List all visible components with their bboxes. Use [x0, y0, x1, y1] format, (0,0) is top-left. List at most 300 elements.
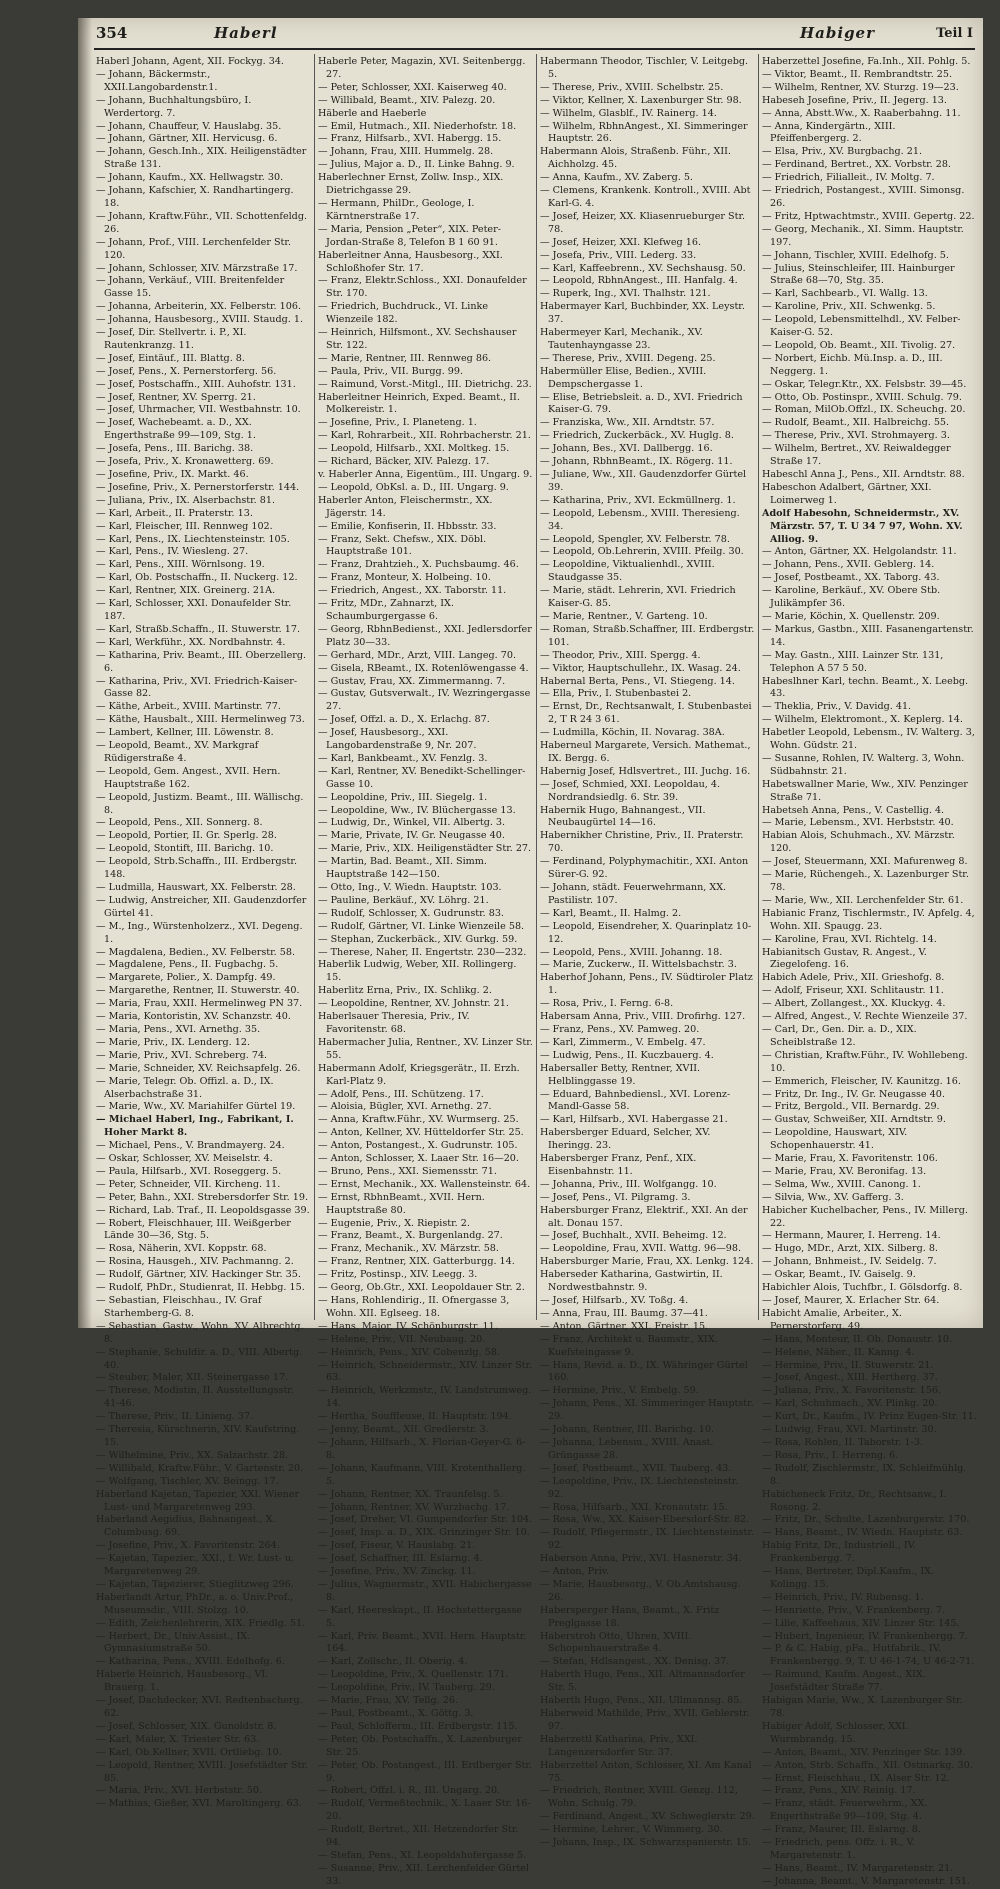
directory-entry: Haberhof Johann, Pens., IV. Südtiroler Platz 1.	[540, 972, 753, 997]
directory-entry: Habermann Alois, Straßenb. Führ., XII. Aichholzg. 45.	[540, 146, 731, 171]
directory-entry: — Therese, Priv., XVI. Strohmayerg. 3.	[762, 430, 950, 442]
directory-entry: — Johanna, Lebensm., XVIII. Anast. Grüngasse 28.	[540, 1436, 714, 1461]
directory-entry: — Viktor, Kellner, X. Laxenburger Str. 98.	[540, 94, 742, 106]
directory-entry: — Marie, Ww., XII. Lerchenfelder Str. 61.	[762, 894, 964, 906]
directory-entry: — Heinrich, Pens., XIV. Cobenzlg. 58.	[318, 1346, 500, 1358]
directory-entry: — Leopold, Lebensm., XVIII. Theresieng. 34.	[540, 507, 740, 532]
directory-entry: — Johann, Verkäuf., VIII. Breitenfelder Gasse 15.	[96, 275, 285, 300]
header-divider	[94, 48, 975, 50]
directory-entry: — Magdalena, Bedien., XV. Felberstr. 58.	[96, 946, 296, 958]
directory-entry: — Karl, Zollschr., II. Oberig. 4.	[318, 1656, 468, 1668]
directory-entry: — Elsa, Priv., XV. Burgbachg. 21.	[762, 146, 923, 158]
directory-entry: — Johann, Bnhmeist., IV. Seidelg. 7.	[762, 1256, 937, 1268]
directory-entry: — Rudolf, Schlosser, X. Gudrunstr. 83.	[318, 907, 504, 919]
directory-entry: — Gustav, Gutsverwalt., IV. Wezringergasse 27.	[318, 688, 531, 713]
directory-page	[78, 18, 983, 1887]
directory-entry: — Johann, Rentner, XV. Wurzbachg. 17.	[318, 1501, 510, 1513]
directory-entry: — Margarethe, Rentner, II. Stuwerstr. 40.	[96, 985, 300, 997]
directory-entry: — Fritz, MDr., Zahnarzt, IX. Schaumburgergasse 6.	[318, 598, 454, 622]
directory-entry: — Selma, Ww., XVIII. Canong. 1.	[762, 1178, 921, 1190]
directory-entry: — Kurt, Dr., Kaufm., IV. Prinz Eugen-Str. 11.	[762, 1411, 977, 1423]
directory-entry: — Peter, Schlosser, XXI. Kaiserweg 40.	[318, 81, 507, 93]
directory-entry: — Ferdinand, Angest., XV. Schweglerstr. 29.	[540, 1811, 755, 1823]
directory-entry: — Josef, Buchhalt., XVII. Beheimg. 12.	[540, 1230, 727, 1242]
directory-entry: — Ernst, Mechanik., XX. Wallensteinstr. 64.	[318, 1178, 531, 1190]
directory-entry: — Marie, Private, IV. Gr. Neugasse 40.	[318, 830, 505, 842]
directory-entry: — Johann, Chauffeur, V. Hauslabg. 35.	[96, 120, 282, 132]
directory-entry: — Johann, Rentner, III. Barichg. 10.	[540, 1424, 714, 1436]
directory-entry: — Leopold, Lebensmittelhdl., XV. Felber-Kaiser-G. 52.	[762, 314, 961, 339]
directory-entry: — Karl, Fleischer, III. Rennweg 102.	[96, 520, 273, 532]
directory-entry: — Maria, Pension „Peter“, XIX. Peter-Jordan-Straße 8, Telefon B 1 60 91.	[318, 223, 501, 248]
directory-entry: — Herbert, Dr., Univ.Assist., IX. Gymnasiumstraße 50.	[96, 1630, 251, 1655]
directory-entry: — Marie, Priv., IX. Lenderg. 12.	[96, 1036, 251, 1048]
directory-entry: — Michael Haberl, Ing., Fabrikant, I. Hoher Markt 8.	[96, 1114, 294, 1139]
directory-entry: — Franz, Architekt u. Baumstr., XIX. Kuefsteingasse 9.	[540, 1333, 718, 1358]
directory-entry: — Josef, Steuermann, XXI. Mafurenweg 8.	[762, 856, 968, 868]
directory-entry: — Marie, städt. Lehrerin, XVI. Friedrich Kaiser-G. 85.	[540, 585, 736, 610]
directory-entry: — Therese, Priv., XVIII. Schelbstr. 25.	[540, 81, 724, 93]
directory-entry: — Sebastian, Fleischhau., IV. Graf Starhemberg-G. 8.	[96, 1295, 262, 1319]
directory-entry: — Heinrich, Priv., IV. Rubensg. 1.	[762, 1591, 924, 1603]
directory-entry: — Oskar, Schlosser, XV. Meiselstr. 4.	[96, 1153, 273, 1165]
directory-entry: — Anton, Strb. Schaffn., XII. Ostmarkg. 30.	[762, 1759, 973, 1771]
directory-entry: — Therese, Priv., XVIII. Degeng. 25.	[540, 352, 716, 364]
directory-entry: — Mathias, Gießer, XVI. Maroltingerg. 63.	[96, 1798, 302, 1810]
directory-entry: — Gisela, RBeamt., IX. Rotenlöwengasse 4.	[318, 662, 529, 674]
directory-entry: Haberth Hugo, Pens., XII. Altmannsdorfer Str. 5.	[540, 1669, 745, 1694]
directory-entry: — Friedrich, Filialleit., IV. Moltg. 7.	[762, 172, 935, 184]
directory-entry: — Rudolf, Gärtner, XIV. Hackinger Str. 35.	[96, 1269, 301, 1281]
directory-entry: Haberle Peter, Magazin, XVI. Seitenbergg. 27.	[318, 56, 526, 80]
directory-entry: — Karl, Priv. Beamt., XVII. Hern. Hauptstr. 164.	[318, 1630, 527, 1655]
directory-entry: — P. & C. Habig, pFa., Hutfabrik., IV. Frankenbergg. 9, T. U 46-1-74, U 46-2-71.	[762, 1643, 975, 1668]
directory-entry: — Ludwig, Pens., II. Kuczbauerg. 4.	[540, 1049, 714, 1061]
directory-entry: — Hans, Major, IV. Schönburgstr. 11.	[318, 1320, 498, 1332]
directory-entry: — Josef, Schaffner, III. Eslarng. 4.	[318, 1553, 483, 1565]
directory-entry: — Theodor, Priv., XIII. Spergg. 4.	[540, 649, 701, 661]
directory-entry: Habig Fritz, Dr., Industriell., IV. Frankenbergg. 7.	[762, 1540, 916, 1565]
directory-entry: — Fritz, Dr., Schulte, Lazenburgerstr. 170.	[762, 1514, 970, 1526]
directory-entry: — Anton, Schlosser, X. Laaer Str. 16—20.	[318, 1153, 519, 1165]
directory-entry: — Rosa, Näherin, XVI. Koppstr. 68.	[96, 1243, 267, 1255]
directory-entry: — Johann, Kaufmann, VIII. Krotenthallerg. 5.	[318, 1462, 526, 1487]
directory-entry: Habernikher Christine, Priv., II. Praterstr. 70.	[540, 830, 744, 855]
directory-entry: — Franz, Drahtzieh., X. Puchsbaumg. 46.	[318, 559, 519, 571]
header-part-label: Teil I	[936, 26, 973, 41]
directory-entry: — Leopoldine, Rentner, XV. Johnstr. 21.	[318, 998, 509, 1010]
directory-entry: — Lambert, Kellner, III. Löwenstr. 8.	[96, 727, 274, 739]
directory-entry: — Franz, Maurer, III. Eslarng. 8.	[762, 1824, 921, 1836]
directory-entry: Haberleitner Anna, Hausbesorg., XXI. Schloßhofer Str. 17.	[318, 249, 503, 274]
directory-entry: — Karl, Arbeit., II. Praterstr. 13.	[96, 507, 253, 519]
directory-entry: — Johann, Rentner, XX. Traunfelsg. 5.	[318, 1488, 503, 1500]
directory-entry: — Maria, Priv., XVI. Herbststr. 50.	[96, 1785, 263, 1797]
directory-entry: — Emmerich, Fleischer, IV. Kaunitzg. 16.	[762, 1075, 961, 1087]
directory-entry: — Johann, Insp., IX. Schwarzspanierstr. 15.	[540, 1837, 752, 1849]
directory-entry: Haberstroh Otto, Uhren, XVIII. Schopenhauerstraße 4.	[540, 1630, 692, 1655]
directory-entry: — Josef, Uhrmacher, VII. Westbahnstr. 10.	[96, 404, 301, 416]
directory-entry: — Hans, Revid. a. D., IX. Währinger Gürtel 160.	[540, 1359, 748, 1384]
directory-entry: — Johann, Gesch.Inh., XIX. Heiligenstädter Straße 131.	[96, 146, 307, 171]
directory-entry: — Stefan, Pens., XI. Leopoldshofergasse 5.	[318, 1849, 527, 1861]
directory-entry: — Eugenie, Priv., X. Riepistr. 2.	[318, 1217, 470, 1229]
directory-entry: — Josef, Dir. Stellvertr. i. P., XI. Rautenkranzg. 11.	[96, 327, 247, 351]
directory-entry: Habicheneck Fritz, Dr., Rechtsanw., I. Rosong. 2.	[762, 1488, 947, 1513]
directory-entry: — Willibald, Beamt., XIV. Palezg. 20.	[318, 94, 496, 106]
directory-entry: — Karl, Zimmerm., V. Embelg. 47.	[540, 1036, 706, 1048]
directory-entry: — Albert, Zollangest., XX. Kluckyg. 4.	[762, 998, 946, 1010]
directory-entry: — Carl, Dr., Gen. Dir. a. D., XIX. Scheiblstraße 12.	[762, 1023, 917, 1048]
directory-entry: — Leopold, Portier, II. Gr. Sperlg. 28.	[96, 830, 277, 842]
directory-entry: Habiger Adolf, Schlosser, XXI. Wurmbrandg. 15.	[762, 1720, 909, 1745]
directory-entry: — Ferdinand, Polyphymachitir., XXI. Anton Sürer-G. 92.	[540, 856, 749, 881]
directory-entry: — Paula, Hilfsarb., XVI. Roseggerg. 5.	[96, 1165, 282, 1177]
directory-entry: — Heinrich, Werkzmstr., IV. Landstrumweg. 14.	[318, 1385, 532, 1410]
directory-entry: — Leopoldine, Ww., IV. Blüchergasse 13.	[318, 804, 516, 816]
directory-entry: — Josef, Insp. a. D., XIX. Grinzinger Str. 10.	[318, 1527, 530, 1539]
directory-entry: Habeslhner Karl, techn. Beamt., X. Leebg. 43.	[762, 675, 969, 700]
directory-entry: — Rudolf, Gärtner, VI. Linke Wienzeile 58.	[318, 920, 525, 932]
directory-entry: — Otto, Ing., V. Wiedn. Hauptstr. 103.	[318, 882, 502, 893]
directory-entry: — Julius, Major a. D., II. Linke Bahng. 9.	[318, 159, 515, 171]
directory-entry: Habetswallner Marie, Ww., XIV. Penzinger Straße 71.	[762, 778, 968, 803]
directory-column-1	[96, 56, 311, 1810]
directory-entry: — Karl, Rentner, XV. Benedikt-Schellinger-Gasse 10.	[318, 765, 526, 790]
directory-entry: Habermann Theodor, Tischler, V. Leitgebg. 5.	[540, 56, 749, 80]
directory-entry: — Hans, Rohlendirig., II. Ofnergasse 3, Wohn. XII. Eglseeg. 18.	[318, 1295, 510, 1319]
directory-entry: — Wilhelm, Bertret., XV. Reiwaldegger Straße 17.	[762, 443, 951, 468]
directory-entry: — Emilie, Konfiserin, II. Hbbsstr. 33.	[318, 520, 497, 532]
directory-entry: Habermüller Elise, Bedien., XVIII. Dempschergasse 1.	[540, 365, 707, 390]
directory-entry: — Therese, Priv., II. Linieng. 37.	[96, 1411, 254, 1423]
directory-entry: — Anton, Priv.	[540, 1566, 610, 1578]
directory-entry: — Josef, Schlosser, XIX. Gunoldstr. 8.	[96, 1720, 277, 1732]
directory-entry: — Karl, Sachbearb., VI. Wallg. 13.	[762, 288, 928, 300]
directory-entry: — Leopoldine, Priv., X. Quellenstr. 171.	[318, 1669, 509, 1681]
directory-entry: — Anna, Kaufm., XV. Zaberg. 5.	[540, 172, 693, 184]
directory-entry: — Julius, Wagnermstr., XVII. Habichergasse 8.	[318, 1578, 532, 1603]
directory-entry: — Viktor, Beamt., II. Rembrandtstr. 25.	[762, 68, 953, 80]
directory-entry: — Franz, Pens., XIV. Reinig. 17.	[762, 1785, 916, 1797]
directory-entry: — Marie, Schneider, XV. Reichsapfelg. 26.	[96, 1062, 301, 1074]
directory-entry: — Marie, Rüchengeh., X. Lazenburger Str. 78.	[762, 869, 969, 893]
directory-entry: Haberl Johann, Agent, XII. Fockyg. 34.	[96, 56, 284, 67]
directory-entry: — Anna, Abstt.Ww., X. Raaberbahng. 11.	[762, 107, 961, 119]
directory-entry: — Hans, Beamt., IV. Margaretenstr. 21.	[762, 1862, 954, 1874]
directory-entry: — Johann, Tischler, XVIII. Edelhofg. 5.	[762, 249, 949, 261]
directory-entry: — Rosina, Hausgeh., XIV. Pachmanng. 2.	[96, 1256, 294, 1268]
directory-entry: — Johann, Prof., VIII. Lerchenfelder Str. 120.	[96, 236, 291, 261]
directory-entry: — Leopoldine, Priv., IX. Liechtensteinstr. 92.	[540, 1475, 739, 1500]
directory-entry: — Rosa, Rohlen, II. Taborstr. 1-3.	[762, 1436, 924, 1448]
directory-entry: — Therese, Naher, II. Engertstr. 230—232.	[318, 946, 527, 958]
directory-entry: — Marie, Ww., XV. Mariahilfer Gürtel 19.	[96, 1101, 296, 1113]
directory-entry: — Marie, Rentner., V. Garteng. 10.	[540, 610, 708, 622]
column-divider	[314, 54, 315, 1320]
directory-entry: — Susanne, Priv., XII. Lerchenfelder Gürtel 33.	[318, 1862, 530, 1887]
directory-entry: — Karl, Heereskapt., II. Hochstettergasse 5.	[318, 1604, 523, 1629]
directory-entry: — Rudolf, Pflegermstr., IX. Liechtensteinstr. 92.	[540, 1527, 754, 1552]
directory-entry: — Johanna, Priv., III. Wolfgangg. 10.	[540, 1178, 717, 1190]
directory-entry: — May. Gastn., XIII. Lainzer Str. 131, Telephon A 57 5 50.	[762, 649, 944, 674]
directory-entry: Haberzettl Katharina, Priv., XXI. Langenzersdorfer Str. 37.	[540, 1733, 698, 1758]
directory-entry: — Marie, Priv., XIX. Heiligenstädter Str. 27.	[318, 843, 532, 855]
directory-entry: — Katharina, Priv. Beamt., III. Oberzellerg. 6.	[96, 649, 307, 674]
directory-entry: — Josefa, Priv., X. Kronawetterg. 69.	[96, 456, 274, 468]
directory-entry: — Rudolf, Bertret., XII. Hetzendorfer Str. 94.	[318, 1824, 519, 1849]
directory-entry: — Karl, Pens., IV. Wiesleng. 27.	[96, 546, 249, 558]
directory-entry: Haberzettel Anton, Schlosser, XI. Am Kanal 75.	[540, 1759, 752, 1784]
directory-entry: — Marie, Frau, XV. Tellg. 26.	[318, 1695, 459, 1707]
directory-entry: — Gustav, Schweißer, XII. Arndtstr. 9.	[762, 1114, 946, 1126]
directory-column-2	[318, 56, 533, 1887]
directory-entry: — Fritz, Bergold., VII. Bernardg. 29.	[762, 1101, 940, 1113]
directory-entry: — Leopold, RbhnAngest., III. Hanfalg. 4.	[540, 275, 738, 287]
directory-entry: Haberlechner Ernst, Zollw. Insp., XIX. Dietrichgasse 29.	[318, 172, 504, 197]
directory-entry: — Aloisia, Bügler, XVI. Arnethg. 27.	[318, 1101, 492, 1113]
directory-entry: — Hermann, Maurer, I. Herreng. 14.	[762, 1230, 941, 1242]
directory-entry: — Hans, Beamt., IV. Wiedn. Hauptstr. 63.	[762, 1527, 963, 1539]
directory-entry: — Josef, Postbeamt., XVII. Tauberg. 43.	[540, 1462, 732, 1474]
directory-entry: — Anton, Gärtner, XXI. Freistr. 15.	[540, 1320, 709, 1332]
directory-entry: — Lilie, Kaffeehaus, XIV. Linzer Str. 145.	[762, 1617, 960, 1629]
directory-entry: — Josefine, Priv., X. Favoritenstr. 264.	[96, 1540, 280, 1552]
directory-entry: — Franz, Elektr.Schloss., XXI. Donaufelder Str. 170.	[318, 275, 527, 300]
directory-entry: — Wolfgang, Tischler, XV. Beingg. 17.	[96, 1475, 279, 1487]
directory-entry: — Karl, Straßb.Schaffn., II. Stuwerstr. 17.	[96, 623, 301, 635]
directory-entry: — Josefine, Priv., IX. Markt. 46.	[96, 469, 249, 480]
directory-entry: — Fritz, Dr. Ing., IV. Gr. Neugasse 40.	[762, 1088, 945, 1100]
directory-entry: — Josefa, Pens., III. Barichg. 38.	[96, 443, 254, 455]
directory-entry: Haberth Hugo, Pens., XII. Ullmannsg. 85.	[540, 1695, 743, 1707]
directory-entry: — Josef, Postbeamt., XX. Taborg. 43.	[762, 572, 940, 584]
directory-entry: — Marie, Priv., XVI. Schreberg. 74.	[96, 1049, 268, 1061]
directory-entry: — Rudolf, Vermeßtechnik., X. Laaer Str. 16-20.	[318, 1798, 531, 1823]
directory-entry: — Josef, Pens., VI. Pilgramg. 3.	[540, 1191, 691, 1203]
directory-entry: — Raimund, Vorst.-Mitgl., III. Dietrichg. 23.	[318, 378, 532, 390]
directory-entry: — Johann, RbhnBeamt., IX. Rögerg. 11.	[540, 456, 733, 468]
directory-entry: — Josef, Dachdecker, XVI. Redtenbacherg. 62.	[96, 1695, 303, 1719]
directory-entry: — Karl, Schuhmach., XV. Plinkg. 20.	[762, 1398, 938, 1410]
directory-entry: Habicher Kuchelbacher, Pens., IV. Millerg. 22.	[762, 1204, 968, 1229]
directory-entry: — Therese, Modistin, II. Ausstellungsstr. 41-46.	[96, 1385, 294, 1410]
directory-entry: — Hermann, PhilDr., Geologe, I. Kärntnerstraße 17.	[318, 197, 475, 222]
directory-entry: — Leopold, Stontift, III. Barichg. 10.	[96, 843, 274, 855]
directory-entry: — Katharina, Priv., XVI. Friedrich-Kaiser-Gasse 82.	[96, 675, 298, 700]
directory-entry: — Karl, Schlosser, XXI. Donaufelder Str. 187.	[96, 598, 292, 622]
directory-entry: — Johanna, Beamt., V. Margaretenstr. 151.	[762, 1875, 970, 1887]
directory-entry: — Käthe, Arbeit., XVIII. Martinstr. 77.	[96, 701, 281, 713]
directory-entry: — Theklia, Priv., V. Davidg. 41.	[762, 701, 912, 713]
directory-entry: — Peter, Ob. Postangest., III. Erdberger Str. 9.	[318, 1759, 532, 1784]
directory-entry: — Paul, Postbeamt., X. Göttg. 3.	[318, 1708, 474, 1719]
directory-entry: — Christian, Kraftw.Führ., IV. Wohllebeng. 10.	[762, 1049, 968, 1074]
directory-entry: Habernik Hugo, Bahnangest., VII. Neubaugürtel 14—16.	[540, 804, 706, 829]
directory-entry: — Franz, Mechanik., XV. Märzstr. 58.	[318, 1243, 499, 1255]
directory-entry: — Johanna, Hausbesorg., XVIII. Staudg. 1.	[96, 314, 304, 326]
directory-entry: — Käthe, Hausbalt., XIII. Hermelinweg 73.	[96, 714, 305, 726]
directory-entry: — Susanne, Rohlen, IV. Walterg. 3, Wohn. Südbahnstr. 21.	[762, 752, 965, 777]
directory-entry: — Franz, Pens., XV. Pamweg. 20.	[540, 1023, 700, 1035]
directory-entry: — Johann, Buchhaltungsbüro, I. Werdertorg. 7.	[96, 94, 252, 119]
directory-entry: — Ernst, Fleischhau., IX. Alser Str. 12.	[762, 1772, 950, 1784]
directory-entry: — Juliana, Priv., X. Favoritenstr. 156.	[762, 1385, 942, 1397]
directory-entry: — Friedrich, pens. Offz. i. R., V. Margaretenstr. 1.	[762, 1837, 915, 1861]
directory-entry: Haberzettel Josefine, Fa.Inh., XII. Pohlg. 5.	[762, 56, 971, 67]
directory-column-4	[762, 56, 977, 1887]
directory-entry: Habernig Josef, Hdlsvertret., III. Juchg. 16.	[540, 765, 751, 777]
column-divider	[536, 54, 537, 1320]
directory-entry: — Karl, Kaffeebrenn., XV. Sechshausg. 50.	[540, 262, 746, 274]
directory-entry: — Leopoldine, Hauswart, XIV. Schopenhauerstr. 41.	[762, 1127, 908, 1152]
directory-entry: — Alfred, Angest., V. Rechte Wienzeile 37.	[762, 1011, 968, 1023]
directory-entry: — Ernst, RbhnBeamt., XVII. Hern. Hauptstraße 80.	[318, 1191, 485, 1216]
directory-entry: Haberlsauer Theresia, Priv., IV. Favoritenstr. 68.	[318, 1011, 470, 1035]
directory-entry: — Stephan, Zuckerbäck., XIV. Gurkg. 59.	[318, 933, 518, 945]
directory-entry: — Juliana, Priv., IX. Alserbachstr. 81.	[96, 494, 276, 506]
directory-entry: Habersburger Marie, Frau, XX. Lenkg. 124.	[540, 1256, 754, 1268]
header-left-name: Haberl	[214, 24, 278, 42]
directory-entry: — Friedrich, Buchdruck., VI. Linke Wienzeile 182.	[318, 301, 489, 326]
directory-entry: Habicht Amalie, Arbeiter., X. Pernerstorferg. 49.	[762, 1307, 902, 1332]
directory-entry: Habetler Leopold, Lebensm., IV. Walterg. 3, Wohn. Güdstr. 21.	[762, 727, 975, 752]
directory-entry: — Elise, Betriebsleit. a. D., XVI. Friedrich Kaiser-G. 79.	[540, 391, 743, 416]
directory-entry: — Franz, Monteur, X. Holbeing. 10.	[318, 572, 491, 584]
column-divider	[758, 54, 759, 1320]
directory-entry: — Josef, Dreher, VI. Gumpendorfer Str. 104.	[318, 1514, 533, 1526]
directory-entry: Haberlandt Artur, PhDr., a. o. Univ.Prof., Museumsdir., VIII. Stolzg. 10.	[96, 1591, 294, 1616]
directory-entry: — Johann, städt. Feuerwehrmann, XX. Pastilistr. 107.	[540, 882, 727, 906]
directory-entry: Haberseder Katharina, Gastwirtin, II. Nordwestbahnstr. 9.	[540, 1269, 723, 1294]
directory-entry: — Leopold, Ob. Beamt., XII. Tivolig. 27.	[762, 339, 956, 351]
directory-entry: — Hermine, Priv., II. Stuwerstr. 21.	[762, 1359, 934, 1371]
directory-entry: — Josef, Postschaffn., XIII. Auhofstr. 131.	[96, 378, 296, 390]
directory-entry: — Pauline, Berkäuf., XV. Löhrg. 21.	[318, 894, 489, 906]
directory-entry: — Roman, MilOb.Offzl., IX. Scheuchg. 20.	[762, 404, 966, 416]
directory-entry: — Friedrich, Postangest., XVIII. Simonsg. 26.	[762, 185, 965, 209]
directory-entry: — Magdalene, Pens., II. Fugbachg. 5.	[96, 959, 279, 971]
directory-entry: — Julius, Steinschleifer, III. Hainburger Straße 68—70, Stg. 35.	[762, 262, 955, 287]
directory-entry: — Maria, Pens., XVI. Arnethg. 35.	[96, 1023, 261, 1035]
directory-entry: — Marie, Lebensm., XVI. Herbststr. 40.	[762, 817, 954, 829]
directory-entry: — Josef, Heizer, XX. Kliasenrueburger Str. 78.	[540, 210, 746, 235]
directory-entry: — Josef, Hausbesorg., XXI. Langobardenstraße 9, Nr. 207.	[318, 727, 477, 752]
directory-entry: — Georg, Ob.Gtr., XXI. Leopoldauer Str. 2.	[318, 1282, 525, 1294]
directory-entry: — Ruperk, Ing., XVI. Thalhstr. 121.	[540, 288, 711, 300]
directory-entry: — Marie, Köchin, X. Quellenstr. 209.	[762, 610, 940, 622]
directory-entry: — Karl, Rohrarbeit., XII. Rohrbacherstr. 21.	[318, 430, 531, 442]
directory-entry: — Martin, Bad. Beamt., XII. Simm. Hauptstraße 142—150.	[318, 856, 487, 881]
directory-entry: — Hertha, Souffleuse, II. Hauptstr. 194.	[318, 1411, 512, 1423]
directory-entry: Habersperger Hans, Beamt., X. Fritz Preglgasse 18.	[540, 1604, 720, 1629]
directory-entry: — Karl, Ob. Postschaffn., II. Nuckerg. 12.	[96, 572, 298, 584]
directory-entry: — Margarete, Polier., X. Dampfg. 49.	[96, 972, 276, 984]
directory-entry: — Gerhard, MDr., Arzt, VIII. Langeg. 70.	[318, 649, 516, 661]
directory-entry: Haberlik Ludwig, Weber, XII. Rollingerg. 15.	[318, 959, 517, 984]
directory-entry: — Johann, Frau, XIII. Hummelg. 28.	[318, 146, 494, 158]
directory-entry: — Peter, Schneider, VII. Kircheng. 11.	[96, 1178, 281, 1190]
directory-entry: — Rudolf, PhDr., Studienrat, II. Hebbg. 15.	[96, 1282, 305, 1294]
directory-entry: — Leopold, ObKsl. a. D., III. Ungarg. 9.	[318, 481, 509, 493]
directory-entry: — Rosa, Priv., I. Ferng. 6-8.	[540, 998, 674, 1010]
directory-entry: — Leopoldine, Priv., IV. Tauberg. 29.	[318, 1682, 495, 1694]
directory-entry: — Johann, Hilfsarb., X. Florian-Geyer-G. 6-8.	[318, 1436, 526, 1461]
directory-entry: Haberneul Margarete, Versich. Mathemat., IX. Bergg. 6.	[540, 740, 751, 764]
directory-entry: — Hans, Monteur, II. Ob. Donaustr. 10.	[762, 1333, 953, 1345]
directory-entry: — Josef, Hilfsarb., XV. Toßg. 4.	[540, 1295, 689, 1306]
directory-entry: Habichler Alois, Tuchfbr., I. Gölsdorfg. 8.	[762, 1282, 963, 1294]
directory-entry: — Anton, Beamt., XIV. Penzinger Str. 139.	[762, 1746, 966, 1758]
directory-entry: — Leopold, Strb.Schaffn., III. Erdbergstr. 148.	[96, 856, 297, 881]
directory-entry: — Heinrich, Schneidermstr., XIV. Linzer Str. 63.	[318, 1359, 533, 1384]
directory-entry: Habersberger Franz, Penf., XIX. Eisenbahnstr. 11.	[540, 1153, 697, 1177]
directory-entry: — Maria, Frau, XXII. Hermelinweg PN 37.	[96, 998, 303, 1010]
directory-entry: Habeschon Adalbert, Gärtner, XXI. Loimerweg 1.	[762, 481, 932, 506]
directory-entry: Habermann Adolf, Kriegsgerätr., II. Erzh. Karl-Platz 9.	[318, 1062, 520, 1087]
directory-entry: Haberweid Mathilde, Priv., XVII. Geblerstr. 97.	[540, 1708, 750, 1732]
directory-entry: — Marie, Zuckerw., II. Wittelsbachstr. 3.	[540, 959, 737, 971]
directory-entry: — Stephanie, Schuldir. a. D., VIII. Albertg. 40.	[96, 1346, 303, 1371]
page-binding-shadow	[78, 18, 92, 1328]
directory-entry: — Peter, Ob. Postschaffn., X. Lazenburger Str. 25.	[318, 1733, 522, 1758]
directory-entry: — Leopoldine, Priv., III. Siegelg. 1.	[318, 791, 488, 803]
directory-entry: — Oskar, Telegr.Ktr., XX. Felsbstr. 39—45.	[762, 378, 967, 390]
directory-entry: — Friedrich, Rentner, XVIII. Genzg. 112, Wohn. Schulg. 79.	[540, 1785, 738, 1810]
directory-entry: — Markus, Gastbn., XIII. Fasanengartenstr. 14.	[762, 623, 974, 648]
header-right-name: Habiger	[799, 24, 875, 42]
directory-entry: — Josef, Rentner, XV. Sperrg. 21.	[96, 391, 256, 403]
directory-entry: — Josefine, Priv., XV. Zinckg. 11.	[318, 1566, 476, 1578]
directory-entry: — Josefa, Priv., VIII. Lederg. 33.	[540, 249, 697, 261]
directory-entry: — Hermine, Lehrer., V. Wimmerg. 30.	[540, 1824, 723, 1836]
directory-entry: — Rudolf, Beamt., XII. Halbreichg. 55.	[762, 417, 950, 429]
directory-entry: Habianitsch Gustav, R. Angest., V. Ziegelofeng. 16.	[762, 946, 927, 971]
directory-entry: — Oskar, Beamt., IV. Gaiselg. 9.	[762, 1269, 916, 1281]
directory-entry: — Viktor, Hauptschullehr., IX. Wasag. 24.	[540, 662, 741, 674]
directory-entry: — Sebastian, Gastw., Wohn. XV. Albrechtg. 8.	[96, 1320, 304, 1345]
directory-entry: — Robert, Fleischhauer, III. Weißgerber Lände 30—36, Stg. 5.	[96, 1217, 291, 1242]
directory-entry: — Raimund, Kaufm. Angest., XIX. Josefstädter Straße 77.	[762, 1669, 926, 1694]
directory-entry: — Helene, Näher., II. Kanng. 4.	[762, 1346, 915, 1358]
directory-entry: — M., Ing., Würstenholzerz., XVI. Degeng. 1.	[96, 920, 303, 945]
directory-entry: — Josef, Eintäuf., III. Blattg. 8.	[96, 352, 245, 364]
directory-entry: — Hubert, Ingenieur, IV. Frankenbergg. 7.	[762, 1630, 968, 1642]
directory-entry: — Leopoldine, Frau, XVII. Wattg. 96—98.	[540, 1243, 742, 1255]
page-number: 354	[96, 24, 128, 42]
directory-entry: — Leopoldine, Viktualienhdl., XVIII. Staudgasse 35.	[540, 559, 715, 584]
directory-entry: — Karoline, Frau, XVI. Richtelg. 14.	[762, 933, 937, 945]
directory-entry: — Henriette, Priv., V. Frankenberg. 7.	[762, 1604, 946, 1616]
directory-entry: — Ella, Priv., I. Stubenbastei 2.	[540, 688, 692, 700]
directory-entry: — Leopold, Rentner, XVIII. Josefstädter Str. 85.	[96, 1759, 308, 1784]
directory-entry: — Johann, Kafschier, X. Randhartingerg. 18.	[96, 185, 294, 209]
directory-entry: — Edith, Zeichenlehrerin, XIX. Friedlg. 51.	[96, 1617, 306, 1629]
directory-entry: — Karl, Pens., IX. Liechtensteinstr. 105.	[96, 533, 290, 545]
directory-entry: — Franz, Hilfsarb., XVI. Habergg. 15.	[318, 133, 502, 145]
directory-entry: — Theresia, Kürschnerin, XIV. Kaufstring. 15.	[96, 1424, 300, 1448]
directory-entry: — Robert, Offzl. i. R., III. Ungarg. 20.	[318, 1785, 501, 1797]
directory-entry: — Ferdinand, Bertret., XX. Vorbstr. 28.	[762, 159, 951, 171]
directory-entry: Adolf Habesohn, Schneidermstr., XV. Märzstr. 57, T. U 34 7 97, Wohn. XV. Alliog. 9.	[762, 507, 963, 545]
directory-entry: — Georg, RbhnBedienst., XXI. Jedlersdorfer Platz 30—33.	[318, 623, 532, 648]
directory-entry: — Johann, Kaufm., XX. Hellwagstr. 30.	[96, 172, 284, 184]
directory-entry: — Leopold, Spengler, XV. Felberstr. 78.	[540, 533, 730, 545]
directory-entry: Habeschl Anna J., Pens., XII. Arndtstr. 88.	[762, 469, 965, 480]
directory-entry: Habernal Berta, Pens., VI. Stiegeng. 14.	[540, 675, 735, 687]
directory-entry: Haberland Kajetan, Tapezier, XXI. Wiener Lust- und Margaretenweg 293.	[96, 1488, 300, 1513]
directory-entry: Haberland Aegidius, Bahnangest., X. Columbusg. 69.	[96, 1514, 276, 1539]
